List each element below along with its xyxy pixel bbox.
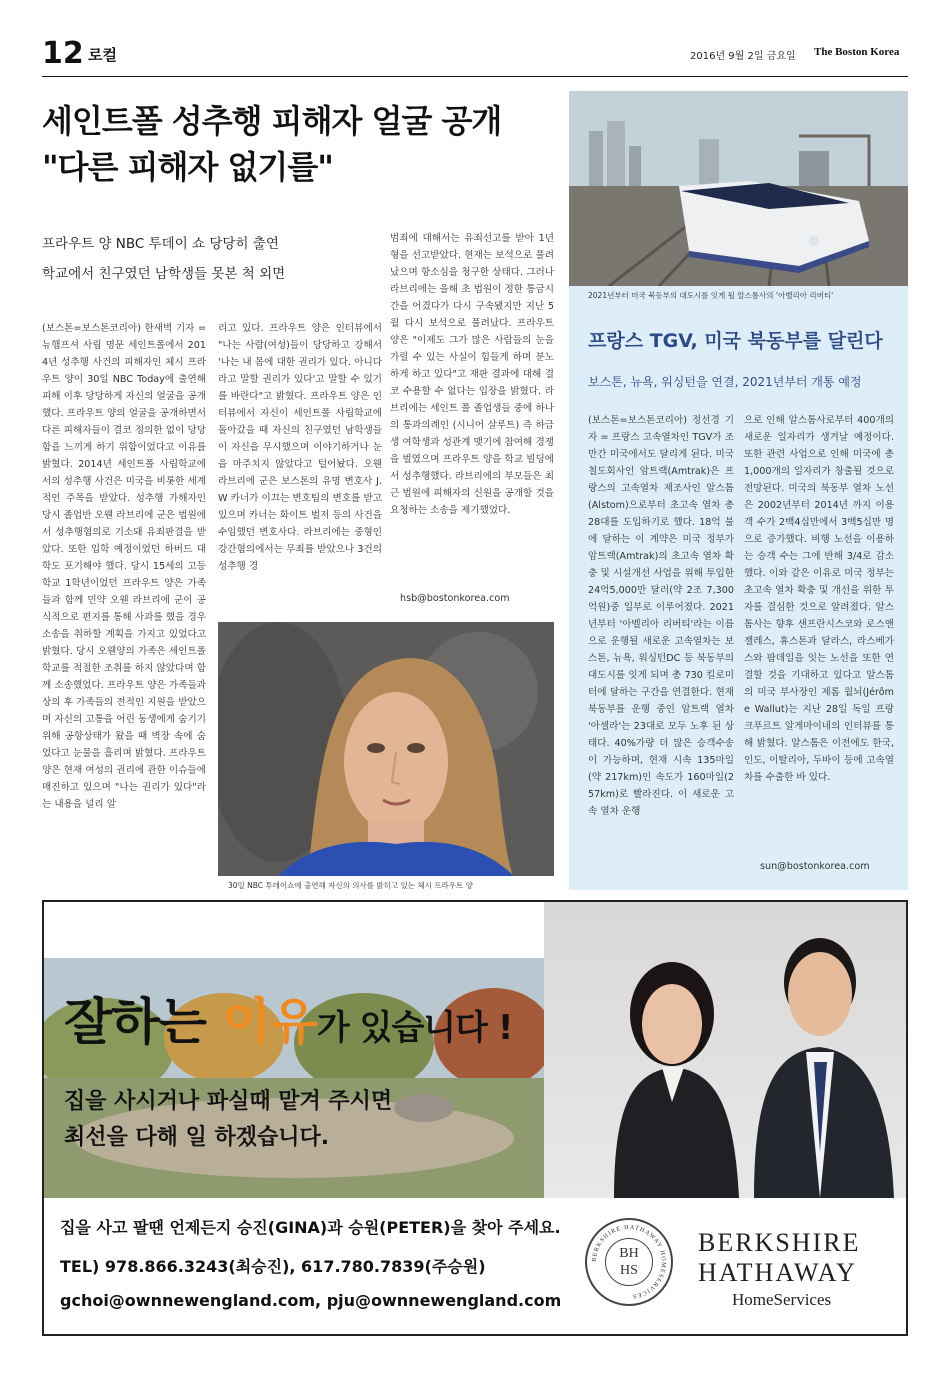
sidebar-article-title: 프랑스 TGV, 미국 북동부를 달린다 [588,330,883,352]
logo-ring-text: BERKSHIRE HATHAWAY HOMESERVICES [590,1223,668,1300]
section-label: 로컬 [88,46,117,64]
ad-phone-numbers: TEL) 978.866.3243(최승진), 617.780.7839(주승원) [60,1257,486,1276]
ad-headline-part-2: 가 있습니다 ! [316,1008,513,1048]
ad-tagline-2: 최선을 다해 일 하겠습니다. [64,1125,330,1150]
berkshire-hathaway-logo [585,1218,673,1306]
agents-photo-area [544,902,906,1198]
ad-emails: gchoi@ownnewengland.com, pju@ownnewengland.com [60,1291,562,1310]
article-subheading-1: 프라우트 양 NBC 투데이 쇼 당당히 출연 [42,236,279,252]
ad-headline [64,982,512,1054]
interview-photo-caption: 30일 NBC 투데이쇼에 출연해 자신의 의사를 밝히고 있는 체시 프라우트 양 [228,881,473,890]
sidebar-column-1: (보스톤=보스톤코리아) 정선경 기자 = 프랑스 고속열차인 TGV가 조만간 미국에서도 달리게 된다. 미국철도회사인 암트랙(Amtrak)은 프랑스의 고속열차 제조사인 알스톰(Alstom)으로부터 초고속 열차 총 28대를 도입하기로 했다. 18억 불에 달하는 이 계약은 미국 정부가 암트랙(Amtrak)의 초고속 열차 확충 및 시설개선 사업을 위해 투입한 24억5,000만 달러(약 2조 7,300억원)중 일부로 이루어졌다. 2021년부터 '아벨리아 리버티'라는 이름으로 운행될 새로운 고속열차는 보스톤, 뉴욕, 워싱턴DC 등 북동부의 대도시를 잇게 되며 총 730 킬로미터에 달하는 구간을 연결한다. 현재 북동부를 운행 중인 암트랙 열차 '아셀라'는 23대로 모두 노후 된 상태다. 40%가량 더 많은 승객수송이 가능하며, 현재 시속 135마일(약 217km)인 속도가 160마일(257km)로 빨라진다. 이 새로운 고속 열차 운행 [588,415,734,817]
logo-monogram-top: BH [619,1246,639,1261]
issue-date: 2016년 9월 2일 금요일 [690,51,796,62]
article-subheading-2: 학교에서 친구였던 남학생들 못본 척 외면 [42,266,286,282]
agents-photo-illustration [544,902,906,1198]
brand-name-line-1: BERKSHIRE [698,1228,861,1257]
logo-monogram-bottom: HS [620,1263,638,1278]
article-column-2: 리고 있다. 프라우트 양은 인터뷰에서 "나는 사람(여성)들이 당당하고 강해서 '나는 내 몸에 대한 권리가 있다. 아니다라고 말할 권리가 있다'고 말할 수 있기를 바란다"고 밝혔다. 프라우트 양은 인터뷰에서 자신이 세인트폴 사립학교에 돌아갔을 때 자신의 친구였던 남학생들이 자신을 무시했으며 이야기하거나 눈을 마주치지 않았다고 털어놨다. 오웬 라브리에 군은 보스톤의 유명 변호사 J.W 카너가 이끄는 변호팀의 변호를 받고 있으며 카너는 화이트 벌저 등의 사건을 수임했던 변호사다. 라브리에는 중형인 강간혐의에서는 무죄를 받았으나 3건의 성추행 경 [218,323,382,572]
headline-line-1: 세인트폴 성추행 피해자 얼굴 공개 [42,102,502,140]
train-photo-caption: 2021년부터 미국 북동부의 대도시를 잇게 될 알스톰사의 '아벨리아 리버티' [588,291,834,300]
page-number: 12 [42,36,84,71]
brand-name-line-2: HATHAWAY [698,1258,857,1287]
ad-contact-intro: 집을 사고 팔땐 언제든지 승진(GINA)과 승원(PETER)을 찾아 주세요. [60,1218,561,1237]
interview-photo-illustration [218,622,554,876]
train-photo [569,91,908,286]
header-rule [42,76,908,77]
sidebar-article-subheading: 보스톤, 뉴욕, 워싱턴을 연결, 2021년부터 개통 예정 [588,375,862,389]
ad-headline-part-1: 잘하는 [64,993,223,1051]
brand-name-line-3: HomeServices [732,1290,832,1309]
newspaper-name: The Boston Korea [814,46,900,58]
headline-line-2: "다른 피해자 없기를" [42,148,333,186]
sidebar-reporter-email: sun@bostonkorea.com [760,861,870,872]
ad-headline-highlight: 이유 [222,993,317,1051]
interview-photo [218,622,554,876]
train-photo-illustration [569,91,908,286]
ad-tagline-1: 집을 사시거나 파실때 맡겨 주시면 [64,1089,393,1114]
article-column-3: 범죄에 대해서는 유죄선고를 받아 1년형을 선고받았다. 현재는 보석으로 풀려났으며 항소심을 청구한 상태다. 그러나 라브리에는 올해 초 법원이 정한 통금시간을 어겼다가 다시 구속됐지만 지난 5월 다시 보석으로 풀려났다. 프라우트 양은 "이제도 그가 많은 사람들의 눈을 가릴 수 있는 사실이 힘들게 하며 분노하게 하고 있다"고 재판 결과에 대해 결코 수용할 수 없다는 입장을 밝혔다. 라브리에는 세인트 폴 졸업생들 중에 하나의 통과의례인 (시니어 살루트) 즉 하급생 여학생과 성관계 맺기에 참여해 경쟁을 벌였으며 프라우트 양을 학교 빌딩에서 성추행했다. 라브리에의 부모들은 최근 법원에 피해자의 신원을 공개할 것을 요청하는 소송을 제기했었다. [390,233,554,516]
article-column-1: (보스톤=보스톤코리아) 한새벽 기자 = 뉴햄프셔 사립 명문 세인트폴에서 2014년 성추행 사건의 피해자인 체시 프라우트 양이 30일 NBC Today에 출연해 피해 이후 당당하게 자신의 얼굴을 공개했다. 프라우트 양의 얼굴을 공개하면서 다른 피해자들이 결코 정의한 없이 당당함을 느끼게 하기 위함이었다고 이유를 밝혔다. 2014년 세인트폴 사립학교에서의 성추행 사건은 미국을 비롯한 세계적인 주목을 받았다. 성추행 가해자인 당시 졸업반 오웬 라브리에 군은 법원에서 성추행혐의로 기소돼 유죄판결을 받았다. 또한 입학 예정이었던 하버드 대학도 포기해야 했다. 당시 15세의 고등학교 1학년이었던 프라우트 양은 가족들과 함께 민약 오웬 라브리에 군이 공식적으로 편지를 통해 사과를 했을 경우 소송을 취하할 계획을 가지고 있었다고 밝혔다. 당시 오웬양의 가족은 세인트폴 학교를 적절한 조취를 하지 않았다며 함께 소송했었다. 프라우트 양은 가족들과 상의 후 가족들의 전적인 지원을 받았으며 자신의 고통을 어린 동생에게 숨기기 위해 공항상태가 왔을 때 벽장 속에 숨었다고 눈물을 흘리며 밝혔다. 프라우트 양은 현재 여성의 권리에 관한 이슈들에 매진하고 있으며 "나는 권리가 있다"라는 내용을 널리 알 [42,323,206,810]
sidebar-column-2: 으로 인해 알스톰사로부터 400개의 새로운 일자리가 생겨날 예정이다. 또한 관련 사업으로 인해 미국에 총 1,000개의 일자리가 창출될 것으로 전망된다. 미국의 북동부 열차 노선은 2002년부터 2014년 까지 이용객 수가 2백4십만에서 3백5십만 명으로 증가했다. 비행 노선을 이용하는 승객 수는 그에 반해 3/4로 감소했다. 이와 같은 이유로 미국 정부는 초고속 열차 확충 및 개선을 위한 투자를 결심한 것으로 알려졌다. 알스톰사는 향후 샌프란시스코와 로스앤젤레스, 휴스톤과 달라스, 라스베가스와 팜데일을 잇는 노선을 또한 연결할 것을 기대하고 있다고 알스톰의 미국 부사장인 제롬 월뇌(Jérôme Wallut)는 지난 28일 독일 프랑크푸르트 알게마이네의 인터뷰를 통해 밝혔다. 알스톰은 이전에도 한국, 인도, 이탈리아, 두바이 등에 고속열차를 수출한 바 있다. [744,415,894,783]
logo-monogram [605,1238,653,1286]
article-headline [42,98,552,190]
reporter-email: hsb@bostonkorea.com [400,593,510,604]
